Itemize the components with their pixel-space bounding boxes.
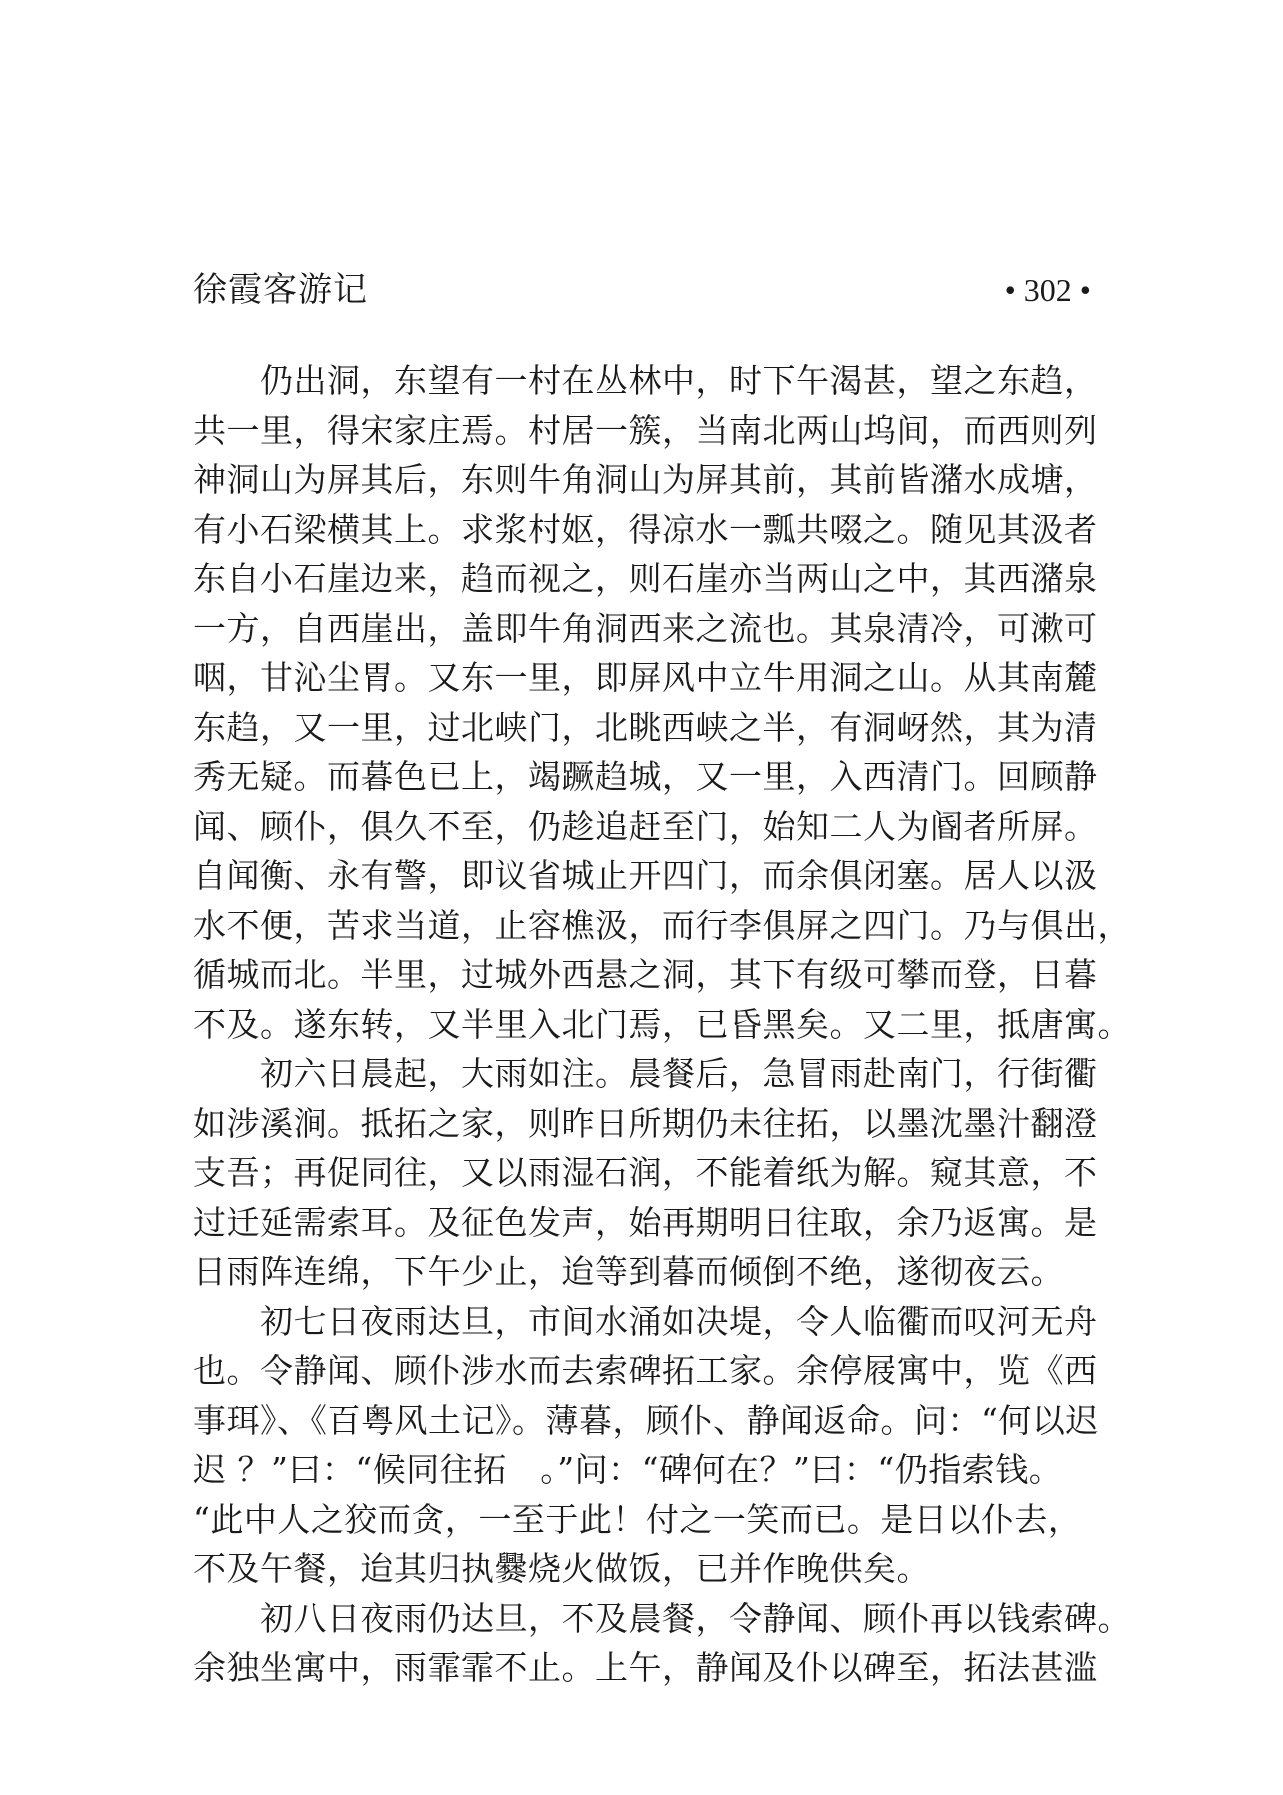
text-line: 支吾；再促同往，又以雨湿石润，不能着纸为解。窥其意，不: [193, 1153, 1098, 1192]
book-title: 徐霞客游记: [193, 270, 368, 310]
text-line: 也。令静闻、顾仆涉水而去索碑拓工家。余停屐寓中，览《西: [193, 1351, 1098, 1390]
text-line: 一方，自西崖出，盖即牛角洞西来之流也。其泉清冷，可漱可: [193, 608, 1098, 648]
text-line: 闻、顾仆，俱久不至，仍趁追赶至门，始知二人为阍者所屏。: [193, 806, 1098, 846]
page-number: • 302 •: [1004, 272, 1091, 308]
text-line: 秀无疑。而暮色已上，竭蹶趋城，又一里，入西清门。回顾静: [193, 757, 1098, 796]
text-line: 过迁延需索耳。及征色发声，始再期明日往取，余乃返寓。是: [193, 1202, 1098, 1242]
page-header: [193, 266, 1091, 314]
text-line: 不及午餐，迨其归执爨烧火做饭，已并作晚供矣。: [193, 1549, 930, 1588]
text-line: 咽，甘沁尘胃。又东一里，即屏风中立牛用洞之山。从其南麓: [193, 658, 1098, 697]
text-line: 共一里，得宋家庄焉。村居一簇，当南北两山坞间，而西则列: [193, 410, 1098, 450]
text-line: 东自小石崖边来，趋而视之，则石崖亦当两山之中，其西潴泉: [193, 559, 1098, 598]
text-line: 自闻衡、永有警，即议省城止开四门，而余俱闭塞。居人以汲: [193, 856, 1098, 895]
text-line: 不及。遂东转，又半里入北门焉，已昏黑矣。又二里，抵唐寓。: [193, 1004, 1131, 1044]
text-line: 初六日晨起，大雨如注。晨餐后，急冒雨赴南门，行街衢: [193, 1054, 1098, 1093]
text-line: 初八日夜雨仍达旦，不及晨餐，令静闻、顾仆再以钱索碑。: [193, 1598, 1131, 1638]
text-line: 东趋，又一里，过北峡门，北眺西峡之半，有洞岈然，其为清: [193, 707, 1098, 747]
body-text: [193, 356, 1131, 1693]
text-line: 迟 ？”曰：“候同往拓 。”问：“碑何在？”曰：“仍指索钱。: [193, 1450, 1063, 1489]
text-line: 神洞山为屏其后，东则牛角洞山为屏其前，其前皆潴水成塘，: [193, 460, 1098, 499]
text-line: 日雨阵连绵，下午少止，迨等到暮而倾倒不绝，遂彻夜云。: [193, 1252, 1064, 1291]
text-line: “此中人之狡而贪，一至于此！付之一笑而已。是日以仆去，: [193, 1499, 1082, 1539]
text-line: 如涉溪涧。抵拓之家，则昨日所期仍未往拓，以墨沈墨汁翻澄: [193, 1103, 1098, 1143]
text-line: 仍出洞，东望有一村在丛林中，时下午渴甚，望之东趋，: [193, 361, 1098, 400]
text-line: 水不便，苦求当道，止容樵汲，而行李俱屏之四门。乃与俱出，: [193, 905, 1131, 945]
text-line: 余独坐寓中，雨霏霏不止。上午，静闻及仆以碑至，拓法甚滥: [193, 1648, 1098, 1687]
text-line: 循城而北。半里，过城外西悬之洞，其下有级可攀而登，日暮: [193, 955, 1098, 994]
text-line: 初七日夜雨达旦，市间水涌如决堤，令人临衢而叹河无舟: [193, 1301, 1098, 1341]
text-line: 有小石梁横其上。求浆村妪，得凉水一瓢共啜之。随见其汲者: [193, 509, 1098, 549]
text-line: 事珥》、《百粤风土记》。薄暮，顾仆、静闻返命。问：“何以迟: [193, 1400, 1099, 1440]
